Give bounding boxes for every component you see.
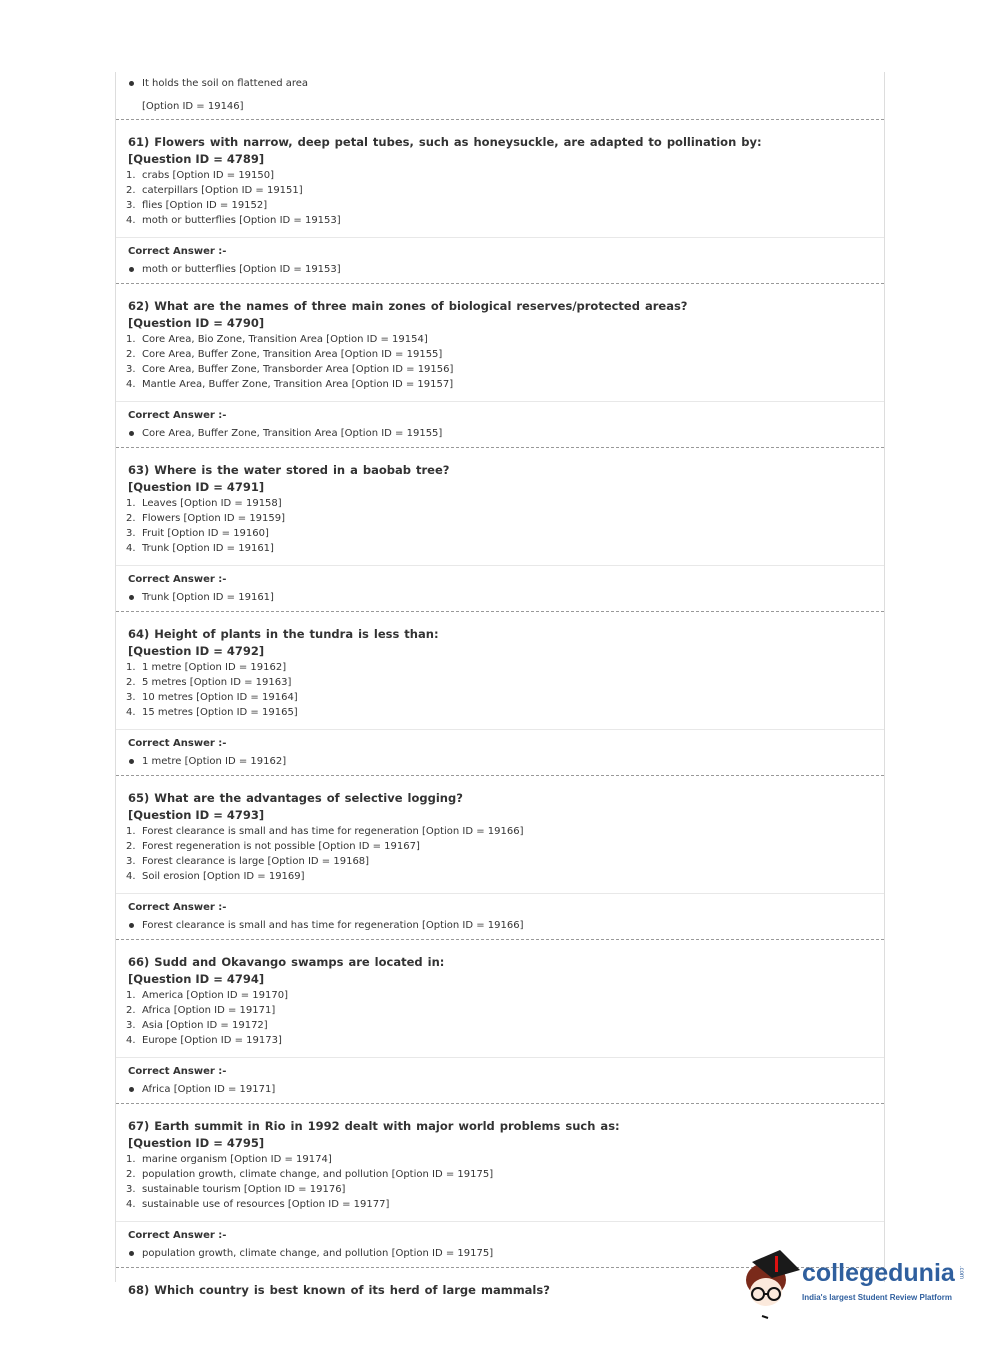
option-text: Africa [Option ID = 19171] (142, 1005, 276, 1016)
option-item (116, 496, 884, 511)
question-list (116, 120, 884, 1268)
option-number: 3. (126, 692, 136, 703)
option-item (116, 183, 884, 198)
option-text: caterpillars [Option ID = 19151] (142, 185, 303, 196)
mascot-icon (742, 1250, 802, 1320)
question-block (116, 776, 884, 940)
option-text: Leaves [Option ID = 19158] (142, 498, 282, 509)
correct-answer: Trunk [Option ID = 19161] (116, 589, 884, 606)
option-number: 2. (126, 513, 136, 524)
correct-answer-label: Correct Answer :- (128, 902, 227, 913)
option-item (116, 1018, 884, 1033)
question-block (116, 1104, 884, 1268)
logo-suffix: .com (957, 1266, 964, 1280)
option-text: 10 metres [Option ID = 19164] (142, 692, 298, 703)
correct-answer: 1 metre [Option ID = 19162] (116, 753, 884, 770)
question-block (116, 612, 884, 776)
option-number: 4. (126, 379, 136, 390)
correct-answer-section (116, 566, 884, 611)
option-text: Asia [Option ID = 19172] (142, 1020, 268, 1031)
option-text: Core Area, Bio Zone, Transition Area [Option ID = 19154] (142, 334, 428, 345)
option-item (116, 362, 884, 377)
option-number: 2. (126, 677, 136, 688)
option-text: crabs [Option ID = 19150] (142, 170, 275, 181)
option-number: 2. (126, 1005, 136, 1016)
option-text: marine organism [Option ID = 19174] (142, 1154, 332, 1165)
question-id: [Question ID = 4790] (128, 316, 265, 330)
option-number: 1. (126, 334, 136, 345)
option-item (116, 660, 884, 675)
option-item (116, 1182, 884, 1197)
option-text: 5 metres [Option ID = 19163] (142, 677, 292, 688)
option-item (116, 526, 884, 541)
option-item (116, 675, 884, 690)
correct-answer-section (116, 402, 884, 447)
option-item (116, 1197, 884, 1212)
question-block (116, 448, 884, 612)
question-id: [Question ID = 4791] (128, 480, 265, 494)
option-item (116, 332, 884, 347)
question-id: [Question ID = 4794] (128, 972, 265, 986)
option-text: population growth, climate change, and pollution [Option ID = 19175] (142, 1169, 494, 1180)
answer-bullet: It holds the soil on flattened area (116, 75, 884, 92)
question-id: [Question ID = 4793] (128, 808, 265, 822)
correct-answer: population growth, climate change, and pollution [Option ID = 19175] (116, 1245, 884, 1262)
option-text: flies [Option ID = 19152] (142, 200, 268, 211)
option-number: 3. (126, 528, 136, 539)
correct-answer: Core Area, Buffer Zone, Transition Area [Option ID = 19155] (116, 425, 884, 442)
option-number: 2. (126, 1169, 136, 1180)
option-number: 1. (126, 170, 136, 181)
option-number: 2. (126, 841, 136, 852)
option-item (116, 988, 884, 1003)
option-text: Trunk [Option ID = 19161] (142, 543, 274, 554)
correct-answer-section (116, 894, 884, 939)
option-item (116, 839, 884, 854)
option-text: Flowers [Option ID = 19159] (142, 513, 286, 524)
option-text: 1 metre [Option ID = 19162] (142, 662, 287, 673)
question-block (116, 284, 884, 448)
correct-answer: Forest clearance is small and has time for regeneration [Option ID = 19166] (116, 917, 884, 934)
previous-answer (116, 72, 884, 120)
question-title: 63) Where is the water stored in a baobab tree? (128, 463, 450, 477)
option-item (116, 690, 884, 705)
option-item (116, 377, 884, 392)
option-text: 15 metres [Option ID = 19165] (142, 707, 298, 718)
correct-answer-label: Correct Answer :- (128, 1230, 227, 1241)
question-block (116, 120, 884, 284)
option-text: Forest clearance is large [Option ID = 19168] (142, 856, 370, 867)
option-number: 3. (126, 1020, 136, 1031)
correct-answer-label: Correct Answer :- (128, 574, 227, 585)
correct-answer-section (116, 238, 884, 283)
option-text: Core Area, Buffer Zone, Transborder Area [Option ID = 19156] (142, 364, 454, 375)
logo-wordmark: collegedunia (802, 1259, 955, 1287)
correct-answer-label: Correct Answer :- (128, 738, 227, 749)
option-number: 2. (126, 349, 136, 360)
logo-text (802, 1258, 964, 1304)
question-title: 67) Earth summit in Rio in 1992 dealt with major world problems such as: (128, 1119, 620, 1133)
option-text: Mantle Area, Buffer Zone, Transition Area [Option ID = 19157] (142, 379, 454, 390)
option-text: Forest regeneration is not possible [Option ID = 19167] (142, 841, 420, 852)
option-item (116, 1003, 884, 1018)
correct-answer-label: Correct Answer :- (128, 1066, 227, 1077)
question-title: 62) What are the names of three main zones of biological reserves/protected areas? (128, 299, 688, 313)
question-title: 65) What are the advantages of selective logging? (128, 791, 463, 805)
option-text: sustainable tourism [Option ID = 19176] (142, 1184, 346, 1195)
option-number: 1. (126, 826, 136, 837)
correct-answer-section (116, 1058, 884, 1103)
option-number: 4. (126, 871, 136, 882)
option-text: Europe [Option ID = 19173] (142, 1035, 282, 1046)
option-text: Soil erosion [Option ID = 19169] (142, 871, 305, 882)
option-number: 1. (126, 990, 136, 1001)
option-item (116, 168, 884, 183)
option-text: America [Option ID = 19170] (142, 990, 288, 1001)
option-item (116, 213, 884, 228)
correct-answer-label: Correct Answer :- (128, 410, 227, 421)
option-item (116, 824, 884, 839)
option-number: 4. (126, 1199, 136, 1210)
option-item (116, 705, 884, 720)
option-text: sustainable use of resources [Option ID = 19177] (142, 1199, 390, 1210)
option-number: 3. (126, 1184, 136, 1195)
logo-wordmark-row (802, 1258, 964, 1288)
option-item (116, 511, 884, 526)
option-number: 3. (126, 856, 136, 867)
option-item (116, 198, 884, 213)
option-number: 3. (126, 364, 136, 375)
question-id: [Question ID = 4789] (128, 152, 265, 166)
option-number: 4. (126, 707, 136, 718)
option-text: Fruit [Option ID = 19160] (142, 528, 269, 539)
question-title: 66) Sudd and Okavango swamps are located in: (128, 955, 445, 969)
option-number: 4. (126, 543, 136, 554)
option-item (116, 854, 884, 869)
option-item (116, 1152, 884, 1167)
option-number: 1. (126, 1154, 136, 1165)
option-item (116, 541, 884, 556)
collegedunia-logo (742, 1250, 982, 1320)
question-title: 61) Flowers with narrow, deep petal tubes, such as honeysuckle, are adapted to pollination by: (128, 135, 762, 149)
option-item (116, 347, 884, 362)
correct-answer-label: Correct Answer :- (128, 246, 227, 257)
option-item (116, 869, 884, 884)
question-title: 64) Height of plants in the tundra is less than: (128, 627, 439, 641)
question-id: [Question ID = 4795] (128, 1136, 265, 1150)
question-block (116, 940, 884, 1104)
option-text: Core Area, Buffer Zone, Transition Area [Option ID = 19155] (142, 349, 443, 360)
option-number: 2. (126, 185, 136, 196)
correct-answer: moth or butterflies [Option ID = 19153] (116, 261, 884, 278)
option-item (116, 1167, 884, 1182)
option-number: 4. (126, 215, 136, 226)
logo-tagline: India's largest Student Review Platform (802, 1293, 952, 1302)
correct-answer: Africa [Option ID = 19171] (116, 1081, 884, 1098)
option-number: 1. (126, 662, 136, 673)
option-id: [Option ID = 19146] (142, 101, 244, 112)
correct-answer-section (116, 730, 884, 775)
option-number: 3. (126, 200, 136, 211)
question-title: 68) Which country is best known of its herd of large mammals? (128, 1283, 550, 1297)
option-text: Forest clearance is small and has time for regeneration [Option ID = 19166] (142, 826, 524, 837)
option-text: moth or butterflies [Option ID = 19153] (142, 215, 341, 226)
question-id: [Question ID = 4792] (128, 644, 265, 658)
option-number: 4. (126, 1035, 136, 1046)
option-number: 1. (126, 498, 136, 509)
option-item (116, 1033, 884, 1048)
